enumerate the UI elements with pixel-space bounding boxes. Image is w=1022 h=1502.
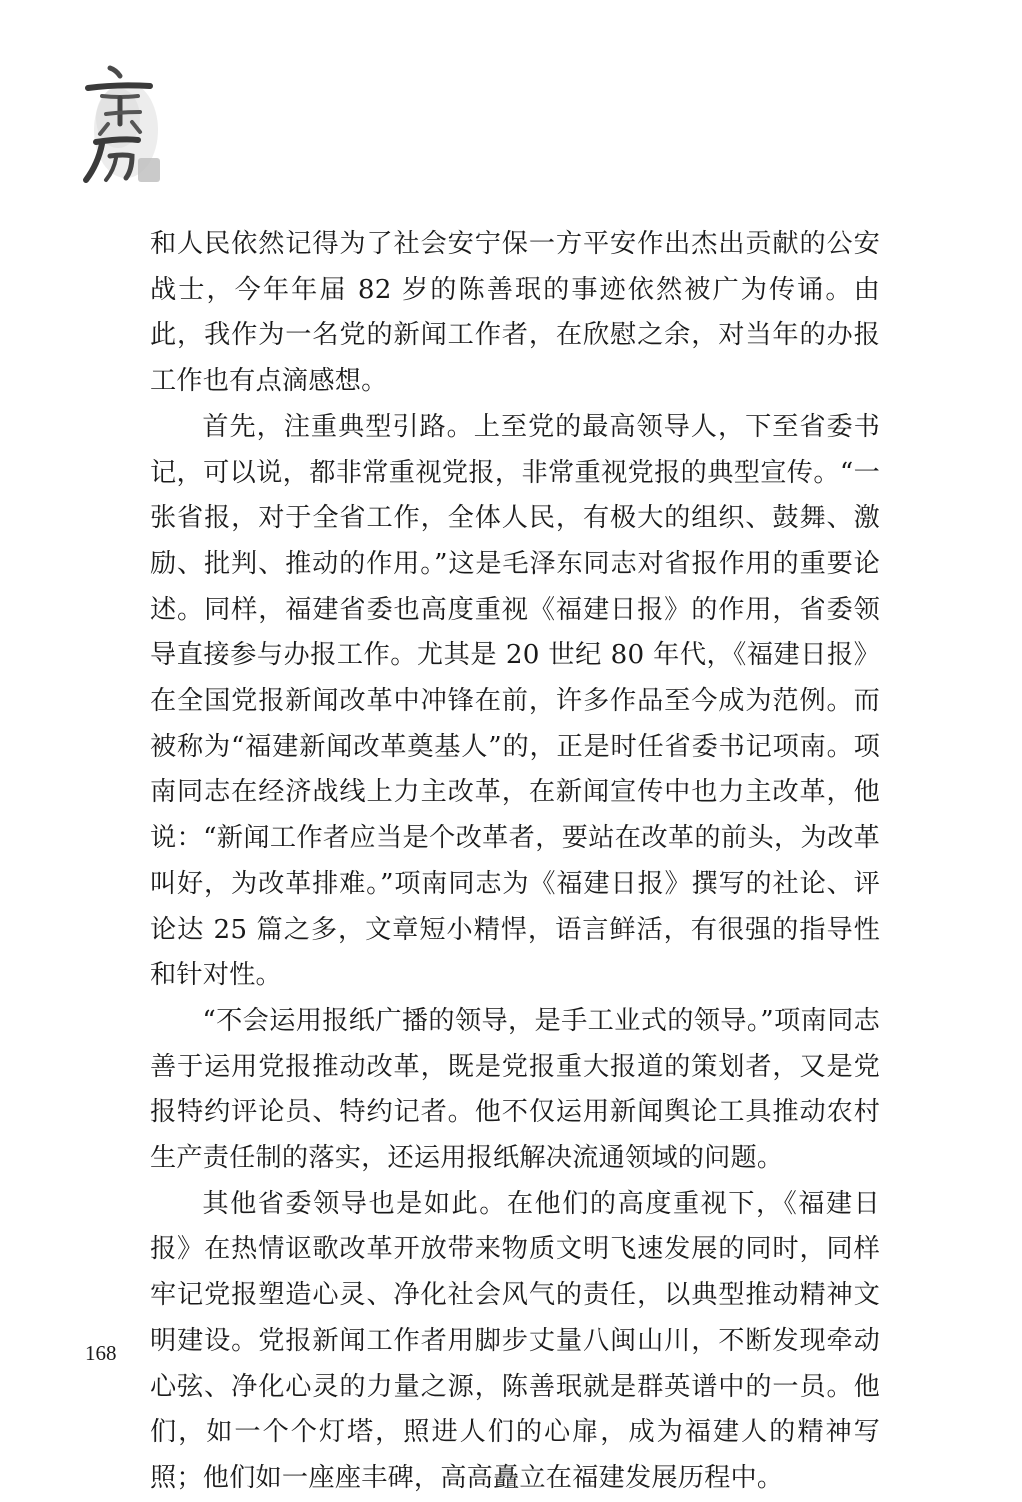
paragraph-xiang-nan-quote: “不会运用报纸广播的领导，是手工业式的领导。”项南同志善于运用党报推动改革，既是党报重大报道的策划者，又是党报特约评论员、特约记者。他不仅运用新闻舆论工具推动农村生产责任制的落实，还运用报纸解决流通领域的问题。 xyxy=(150,1005,880,1174)
book-logo xyxy=(80,58,166,188)
paragraph-continuation: 和人民依然记得为了社会安宁保一方平安作出杰出贡献的公安战士，今年年届 82 岁的陈善珉的事迹依然被广为传诵。由此，我作为一名党的新闻工作者，在欣慰之余，对当年的办报工作也有点滴感想。 xyxy=(150,229,880,397)
paragraph-provincial-leaders: 其他省委领导也是如此。在他们的高度重视下，《福建日报》在热情讴歌改革开放带来物质文明飞速发展的同时，同样牢记党报塑造心灵、净化社会风气的责任，以典型推动精神文明建设。党报新闻工作者用脚步丈量八闽山川，不断发现牵动心弦、净化心灵的力量之源，陈善珉就是群英谱中的一员。他们，如一个个灯塔，照进人们的心扉，成为福建人的精神写照；他们如一座座丰碑，高高矗立在福建发展历程中。 xyxy=(150,1188,880,1493)
paragraph-typical-guidance: 首先，注重典型引路。上至党的最高领导人，下至省委书记，可以说，都非常重视党报，非常重视党报的典型宣传。“一张省报，对于全省工作，全体人民，有极大的组织、鼓舞、激励、批判、推动的作用。”这是毛泽东同志对省报作用的重要论述。同样，福建省委也高度重视《福建日报》的作用，省委领导直接参与办报工作。尤其是 20 世纪 80 年代，《福建日报》在全国党报新闻改革中冲锋在前，许多作品至今成为范例。而被称为“福建新闻改革奠基人”的，正是时任省委书记项南。项南同志在经济战线上力主改革，在新闻宣传中也力主改革，他说：“新闻工作者应当是个改革者，要站在改革的前头，为改革叫好，为改革排难。”项南同志为《福建日报》撰写的社论、评论达 25 篇之多，文章短小精悍，语言鲜活，有很强的指导性和针对性。 xyxy=(150,411,880,991)
page-number: 168 xyxy=(85,1341,117,1365)
article-body xyxy=(150,222,880,1502)
calligraphy-logo-icon xyxy=(80,58,166,188)
